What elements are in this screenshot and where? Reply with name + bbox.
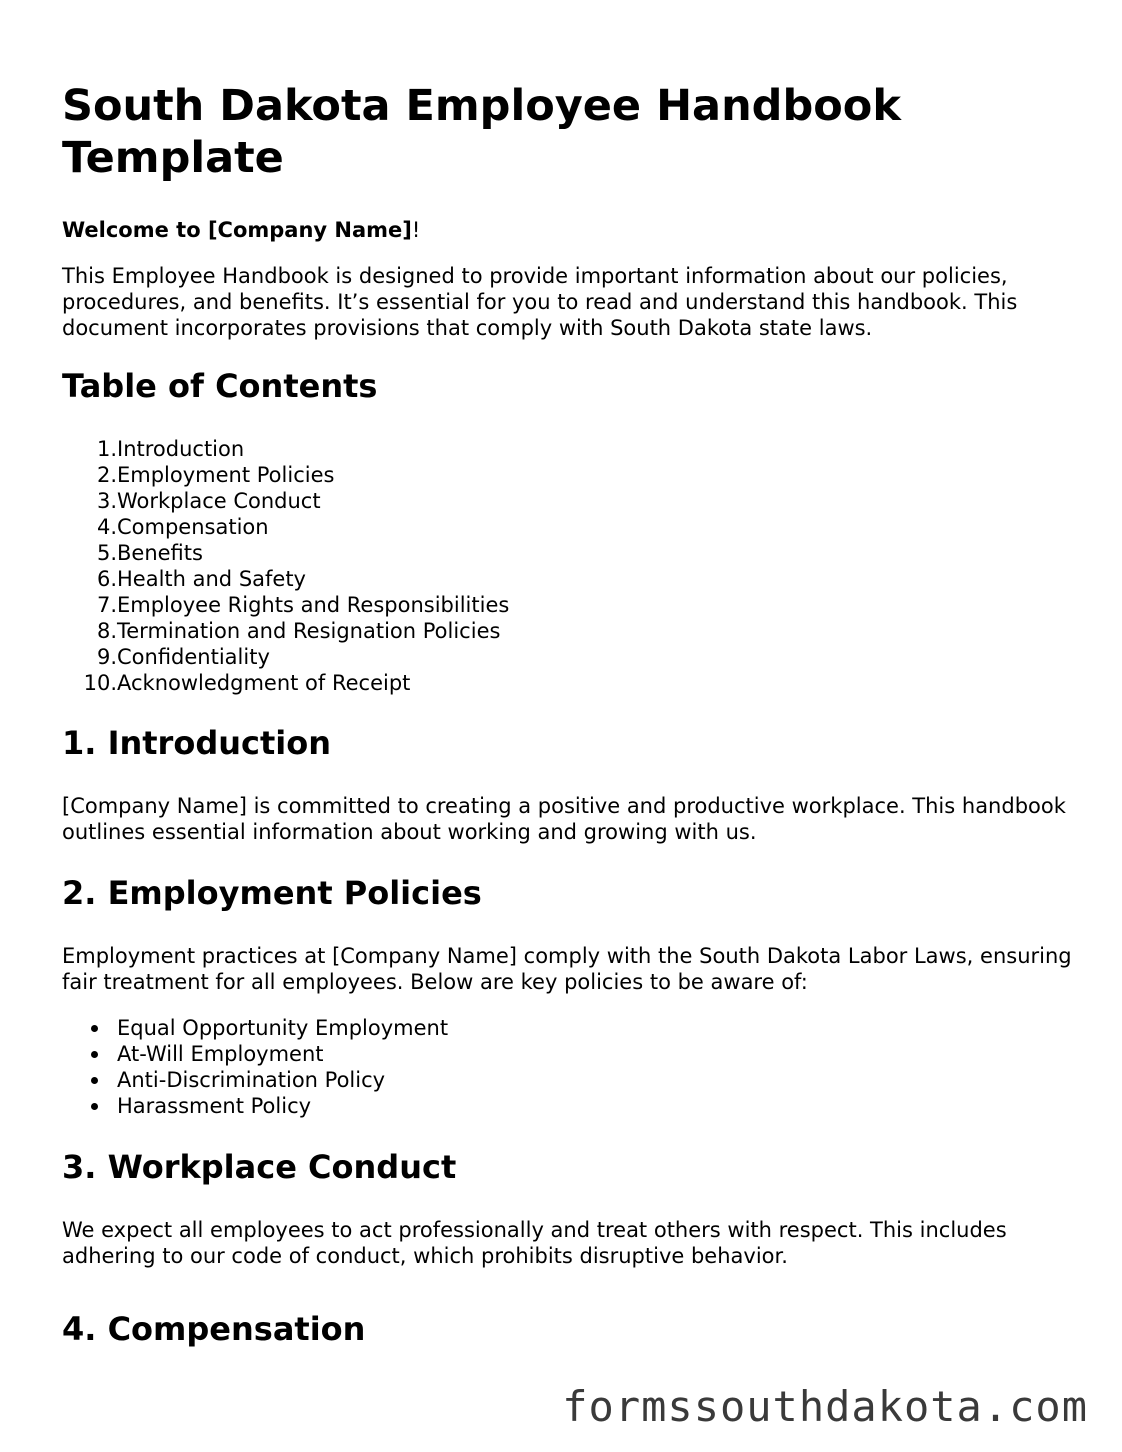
toc-item: [62, 462, 1072, 488]
toc-item-number: 2.: [96, 463, 117, 487]
toc-heading: Table of Contents: [62, 367, 378, 405]
toc-item: [62, 540, 1072, 566]
toc-item-label: Introduction: [117, 437, 245, 461]
toc-item-label: Employee Rights and Responsibilities: [117, 593, 510, 617]
section-body-introduction: [Company Name] is committed to creating a positive and productive workplace. This handbook outlines essential information about working and growing with us.: [62, 794, 1066, 844]
toc-item-number: 8.: [96, 619, 117, 643]
page-title: South Dakota Employee Handbook Template: [62, 81, 901, 183]
list-item-label: Anti-Discrimination Policy: [117, 1068, 386, 1092]
list-item: [62, 1067, 1072, 1093]
site-watermark: formssouthdakota.com: [562, 1382, 1088, 1431]
toc-item-label: Employment Policies: [117, 463, 335, 487]
toc-item: [62, 644, 1072, 670]
intro-paragraph: This Employee Handbook is designed to provide important information about our policies, procedures, and benefits. It’s essential for you to read and understand this handbook. This document incorporates provisions that comply with South Dakota state laws.: [62, 264, 1018, 340]
list-item-label: Equal Opportunity Employment: [117, 1016, 449, 1040]
toc-item-label: Health and Safety: [117, 567, 306, 591]
bullet-dot-icon: [62, 1067, 117, 1093]
bullet-dot-icon: [62, 1041, 117, 1067]
toc-item-number: 7.: [96, 593, 117, 617]
toc-item: [62, 592, 1072, 618]
document-page: [62, 0, 1072, 1349]
toc-item-number: 1.: [96, 437, 117, 461]
bullet-dot-icon: [62, 1015, 117, 1041]
list-item-label: At-Will Employment: [117, 1042, 324, 1066]
toc-item: [62, 618, 1072, 644]
list-item: [62, 1015, 1072, 1041]
toc-item-label: Acknowledgment of Receipt: [117, 671, 411, 695]
section-heading-workplace-conduct: 3. Workplace Conduct: [62, 1148, 457, 1186]
section-heading-employment-policies: 2. Employment Policies: [62, 874, 482, 912]
list-item: [62, 1093, 1072, 1119]
toc-item-number: 10.: [83, 671, 117, 695]
section-body-employment-policies: Employment practices at [Company Name] comply with the South Dakota Labor Laws, ensuring fair treatment for all employees. Below are key policies to be aware of:: [62, 944, 1072, 994]
welcome-punct: !: [411, 218, 421, 242]
toc-item: [62, 514, 1072, 540]
policy-bullet-list: [62, 1015, 1072, 1119]
toc-item-number: 6.: [96, 567, 117, 591]
toc-item-number: 9.: [96, 645, 117, 669]
toc-item: [62, 670, 1072, 696]
toc-item-number: 4.: [96, 515, 117, 539]
list-item-label: Harassment Policy: [117, 1094, 312, 1118]
welcome-line: [62, 217, 1072, 243]
toc-item-label: Termination and Resignation Policies: [117, 619, 501, 643]
toc-item-label: Confidentiality: [117, 645, 270, 669]
toc-item-label: Workplace Conduct: [117, 489, 321, 513]
section-heading-introduction: 1. Introduction: [62, 724, 331, 762]
toc-item: [62, 566, 1072, 592]
welcome-bold: Welcome to [Company Name]: [62, 218, 412, 242]
section-heading-compensation: 4. Compensation: [62, 1310, 366, 1348]
toc-item-label: Compensation: [117, 515, 269, 539]
toc-item-number: 3.: [96, 489, 117, 513]
toc-item: [62, 436, 1072, 462]
toc-item-number: 5.: [96, 541, 117, 565]
toc-item: [62, 488, 1072, 514]
toc-list: [62, 436, 1072, 696]
section-body-workplace-conduct: We expect all employees to act professionally and treat others with respect. This includes adhering to our code of conduct, which prohibits disruptive behavior.: [62, 1218, 1007, 1268]
bullet-dot-icon: [62, 1093, 117, 1119]
list-item: [62, 1041, 1072, 1067]
toc-item-label: Benefits: [117, 541, 203, 565]
